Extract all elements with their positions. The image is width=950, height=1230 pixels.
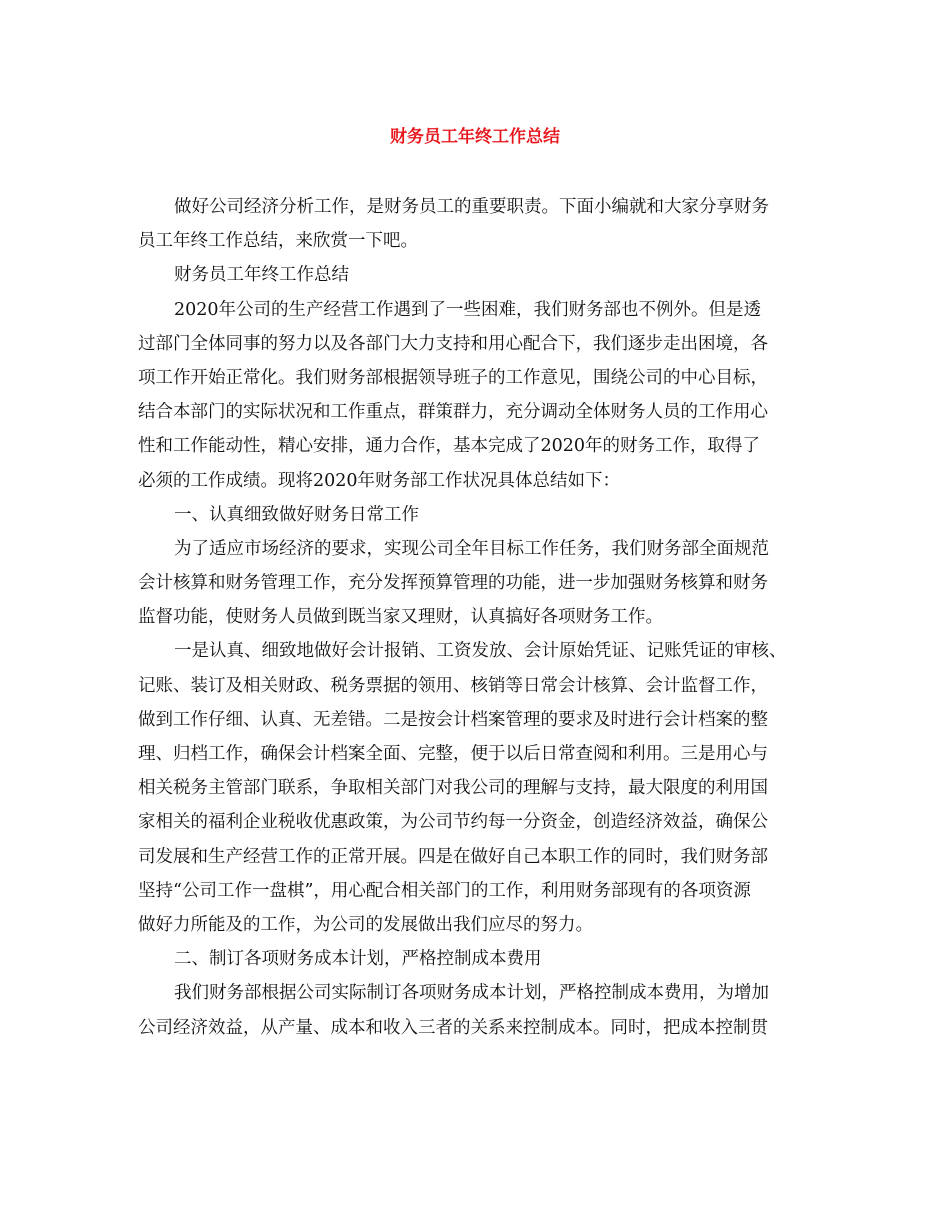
body-line: 会计核算和财务管理工作，充分发挥预算管理的功能，进一步加强财务核算和财务 <box>138 573 768 594</box>
body-line: 过部门全体同事的努力以及各部门大力支持和用心配合下，我们逐步走出困境，各 <box>138 333 768 354</box>
body-line: 项工作开始正常化。我们财务部根据领导班子的工作意见，围绕公司的中心目标， <box>138 367 768 388</box>
body-line: 监督功能，使财务人员做到既当家又理财，认真搞好各项财务工作。 <box>138 607 663 628</box>
document-title: 财务员工年终工作总结 <box>390 127 560 147</box>
body-line: 2020年公司的生产经营工作遇到了一些困难，我们财务部也不例外。但是透 <box>174 299 762 320</box>
body-line: 结合本部门的实际状况和工作重点，群策群力，充分调动全体财务人员的工作用心 <box>138 402 768 423</box>
body-line: 司发展和生产经营工作的正常开展。四是在做好自己本职工作的同时，我们财务部 <box>138 846 768 867</box>
body-line: 为了适应市场经济的要求，实现公司全年目标工作任务，我们财务部全面规范 <box>174 538 769 559</box>
body-line: 一、认真细致做好财务日常工作 <box>174 504 419 525</box>
body-line: 性和工作能动性，精心安排，通力合作，基本完成了2020年的财务工作，取得了 <box>138 436 761 457</box>
body-line: 做到工作仔细、认真、无差错。二是按会计档案管理的要求及时进行会计档案的整 <box>138 709 768 730</box>
body-line: 二、制订各项财务成本计划，严格控制成本费用 <box>174 949 542 970</box>
body-line: 做好公司经济分析工作，是财务员工的重要职责。下面小编就和大家分享财务 <box>174 197 769 217</box>
body-line: 做好力所能及的工作，为公司的发展做出我们应尽的努力。 <box>138 914 593 935</box>
body-line: 公司经济效益，从产量、成本和收入三者的关系来控制成本。同时，把成本控制贯 <box>138 1017 768 1038</box>
body-line: 理、归档工作，确保会计档案全面、完整，便于以后日常查阅和利用。三是用心与 <box>138 744 768 764</box>
body-line: 一是认真、细致地做好会计报销、工资发放、会计原始凭证、记账凭证的审核、 <box>174 641 787 662</box>
body-line: 记账、装订及相关财政、税务票据的领用、核销等日常会计核算、会计监督工作， <box>138 675 768 696</box>
body-line: 家相关的福利企业税收优惠政策，为公司节约每一分资金，创造经济效益，确保公 <box>138 812 768 833</box>
document-body <box>138 190 822 1045</box>
body-line: 相关税务主管部门联系，争取相关部门对我公司的理解与支持，最大限度的利用国 <box>138 778 768 799</box>
body-line: 必须的工作成绩。现将2020年财务部工作状况具体总结如下： <box>138 470 621 491</box>
body-line: 员工年终工作总结，来欣赏一下吧。 <box>138 231 418 252</box>
body-line: 财务员工年终工作总结 <box>174 265 349 286</box>
body-line: 坚持“公司工作一盘棋”，用心配合相关部门的工作，利用财务部现有的各项资源 <box>138 880 751 901</box>
body-line: 我们财务部根据公司实际制订各项财务成本计划，严格控制成本费用，为增加 <box>174 983 769 1004</box>
